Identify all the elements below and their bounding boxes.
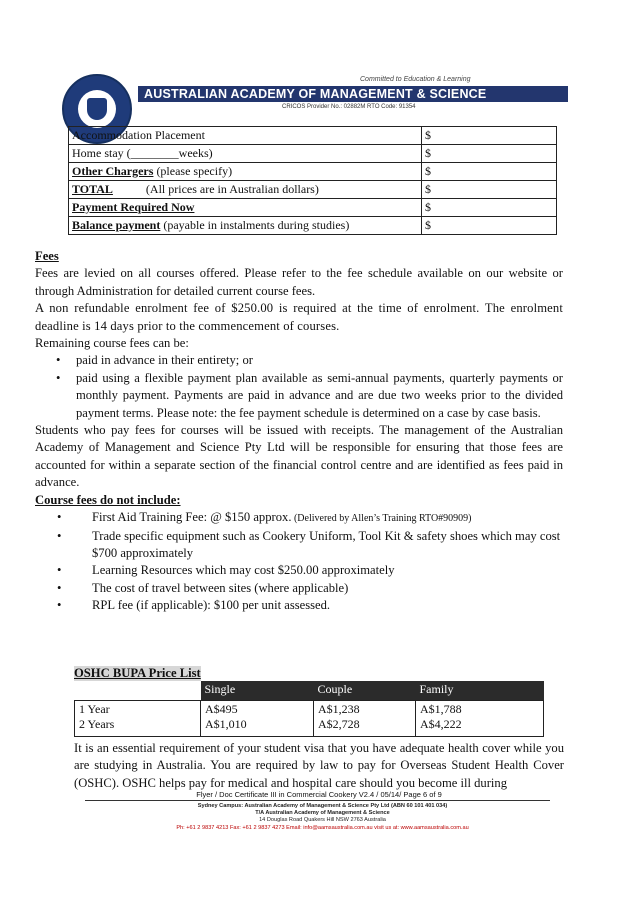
row-value: $ xyxy=(422,145,557,163)
row-note: (please specify) xyxy=(153,164,233,178)
fees-paragraph-3: Remaining course fees can be: xyxy=(35,336,189,351)
row-note: (All prices are in Australian dollars) xyxy=(112,182,319,196)
single-cell: A$495 A$1,010 xyxy=(201,700,314,736)
row-value: $ xyxy=(422,163,557,181)
row-note: (payable in instalments during studies) xyxy=(160,218,350,232)
price-table xyxy=(68,126,557,235)
shield-icon xyxy=(87,98,107,120)
row-label: Payment Required Now xyxy=(72,200,195,214)
row-value: $ xyxy=(422,199,557,217)
institution-banner: AUSTRALIAN ACADEMY OF MANAGEMENT & SCIENCE xyxy=(138,86,568,102)
table-row xyxy=(69,163,557,181)
couple-cell: A$1,238 A$2,728 xyxy=(314,700,416,736)
header-family: Family xyxy=(416,681,544,700)
table-row xyxy=(69,127,557,145)
fees-section xyxy=(35,248,563,615)
oshc-price-table xyxy=(74,681,544,737)
table-row xyxy=(69,199,557,217)
exclusions-heading: Course fees do not include: xyxy=(35,492,181,507)
payment-options-list xyxy=(56,352,563,422)
row-value: $ xyxy=(422,127,557,145)
list-item: • paid in advance in their entirety; or xyxy=(56,353,253,368)
table-row xyxy=(69,217,557,235)
row-label: Home stay (________weeks) xyxy=(72,146,213,160)
oshc-note: It is an essential requirement of your student visa that you have adequate health cover while you are studying in Australia. You are required by law to pay for Overseas Student Health Cover (OSHC). OSHC helps pay for medical and hospital care should you become ill during xyxy=(74,741,564,790)
list-item: • First Aid Training Fee: @ $150 approx. (Delivered by Allen’s Training RTO#90909) xyxy=(57,510,472,525)
list-item: • The cost of travel between sites (where applicable) xyxy=(57,580,349,595)
contact-block: Sydney Campus: Australian Academy of Management & Science Pty Ltd (ABN 60 101 401 034) T/A Australian Academy of Management & Science 14 Douglas Road Quakers Hill NSW 2763 Australia Ph: +61 2 9837 4213 Fax: +61 2 9837 4273 Email: info@aamsaustralia.com.au visit us at: www.aamsaustralia.com.au xyxy=(176,803,469,831)
period-cell: 1 Year 2 Years xyxy=(75,700,201,736)
row-value: $ xyxy=(422,181,557,199)
tagline: Committed to Education & Learning xyxy=(360,76,471,83)
row-label: Balance payment xyxy=(72,218,161,232)
row-value: $ xyxy=(422,217,557,235)
family-cell: A$1,788 A$4,222 xyxy=(416,700,544,736)
header-couple: Couple xyxy=(314,681,416,700)
header-single: Single xyxy=(201,681,314,700)
row-label: Accommodation Placement xyxy=(72,128,205,142)
row-label: TOTAL xyxy=(72,182,113,196)
list-item: • RPL fee (if applicable): $100 per unit assessed. xyxy=(57,598,331,613)
flyer-reference: Flyer / Doc Certificate III in Commercial Cookery V2.4 / 05/14/ Page 6 of 9 xyxy=(196,790,442,799)
cricos-text: CRICOS Provider No.: 02882M RTO Code: 91354 xyxy=(282,104,416,110)
fees-paragraph-4: Students who pay fees for courses will be issued with receipts. The management of the Australian Academy of Management and Science Pty Ltd will be responsible for ensuring that those fees are accounted for within a separate section of the financial control centre and are identified as fees paid in advance. xyxy=(35,423,563,490)
fees-paragraph-2: A non refundable enrolment fee of $250.00 is required at the time of enrolment. The enrolment deadline is 14 days prior to the commencement of courses. xyxy=(35,301,563,333)
list-item: • Learning Resources which may cost $250.00 approximately xyxy=(57,563,395,578)
footer-divider xyxy=(85,800,550,801)
oshc-title: OSHC BUPA Price List xyxy=(74,666,201,680)
table-row xyxy=(69,145,557,163)
list-item: • paid using a flexible payment plan available as semi-annual payments, quarterly payments or monthly payment. Payments are paid in advance and are due two weeks prior to the divided payment terms. Please note: the fee payment schedule is determined on a case by case basis. xyxy=(56,370,563,420)
table-row xyxy=(69,181,557,199)
row-label: Other Chargers xyxy=(72,164,154,178)
fees-heading: Fees xyxy=(35,249,59,263)
exclusions-list xyxy=(35,509,563,614)
list-item: • Trade specific equipment such as Cookery Uniform, Tool Kit & safety shoes which may cost $700 approximately xyxy=(57,528,561,560)
fees-paragraph-1: Fees are levied on all courses offered. Please refer to the fee schedule available on our website or through Administration for detailed current course fees. xyxy=(35,266,563,298)
